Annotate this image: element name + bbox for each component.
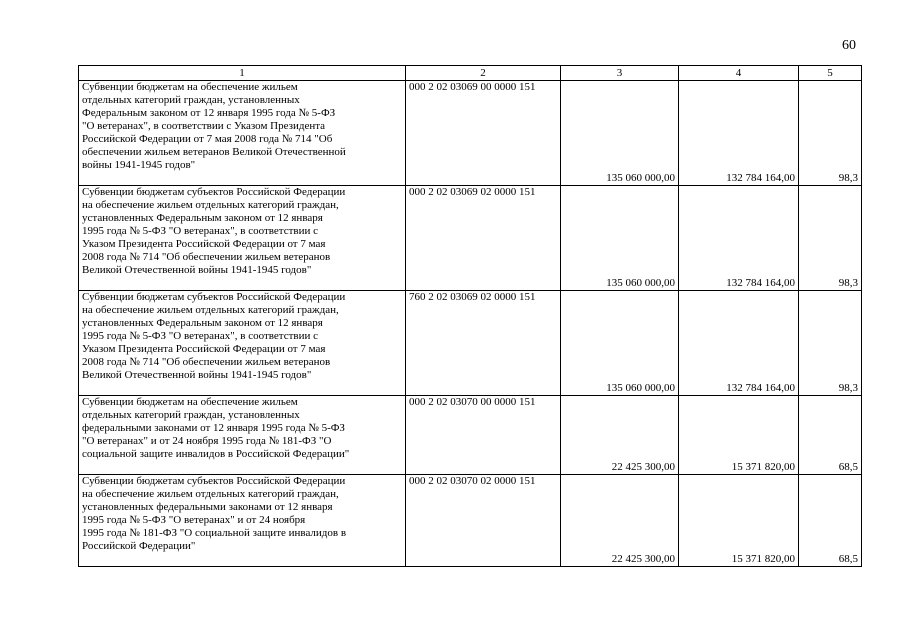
row-actual-amount: 132 784 164,00 — [679, 291, 799, 396]
column-header: 4 — [679, 66, 799, 81]
table-row — [79, 186, 862, 291]
row-description: Субвенции бюджетам на обеспечение жильем отдельных категорий граждан, установленных федеральными законами от 12 января 1995 года № 5-ФЗ "О ветеранах" и от 24 ноября 1995 года № 181-ФЗ "О социальной защите инвалидов в Российской Федерации" — [79, 396, 406, 475]
row-code: 000 2 02 03069 00 0000 151 — [406, 81, 561, 186]
table-header-row — [79, 66, 862, 81]
row-percent: 68,5 — [799, 396, 862, 475]
row-description: Субвенции бюджетам субъектов Российской Федерации на обеспечение жильем отдельных категорий граждан, установленных Федеральным законом от 12 января 1995 года № 5-ФЗ "О ветеранах", в соответствии с Указом Президента Российской Федерации от 7 мая 2008 года № 714 "Об обеспечении жильем ветеранов Великой Отечественной войны 1941-1945 годов" — [79, 291, 406, 396]
row-description: Субвенции бюджетам субъектов Российской Федерации на обеспечение жильем отдельных категорий граждан, установленных Федеральным законом от 12 января 1995 года № 5-ФЗ "О ветеранах", в соответствии с Указом Президента Российской Федерации от 7 мая 2008 года № 714 "Об обеспечении жильем ветеранов Великой Отечественной войны 1941-1945 годов" — [79, 186, 406, 291]
row-plan-amount: 135 060 000,00 — [561, 291, 679, 396]
row-actual-amount: 15 371 820,00 — [679, 475, 799, 567]
row-description: Субвенции бюджетам субъектов Российской Федерации на обеспечение жильем отдельных категорий граждан, установленных федеральными законами от 12 января 1995 года № 5-ФЗ "О ветеранах" и от 24 ноября 1995 года № 181-ФЗ "О социальной защите инвалидов в Российской Федерации" — [79, 475, 406, 567]
budget-table — [78, 65, 862, 567]
table-row — [79, 475, 862, 567]
column-header: 5 — [799, 66, 862, 81]
row-plan-amount: 135 060 000,00 — [561, 186, 679, 291]
row-percent: 98,3 — [799, 81, 862, 186]
column-header: 2 — [406, 66, 561, 81]
row-percent: 68,5 — [799, 475, 862, 567]
row-code: 000 2 02 03070 02 0000 151 — [406, 475, 561, 567]
row-plan-amount: 22 425 300,00 — [561, 475, 679, 567]
row-plan-amount: 135 060 000,00 — [561, 81, 679, 186]
row-actual-amount: 132 784 164,00 — [679, 81, 799, 186]
table-row — [79, 291, 862, 396]
row-code: 000 2 02 03070 00 0000 151 — [406, 396, 561, 475]
table-row — [79, 81, 862, 186]
row-code: 760 2 02 03069 02 0000 151 — [406, 291, 561, 396]
table-row — [79, 396, 862, 475]
row-actual-amount: 132 784 164,00 — [679, 186, 799, 291]
column-header: 3 — [561, 66, 679, 81]
row-description: Субвенции бюджетам на обеспечение жильем отдельных категорий граждан, установленных Федеральным законом от 12 января 1995 года № 5-ФЗ "О ветеранах", в соответствии с Указом Президента Российской Федерации от 7 мая 2008 года № 714 "Об обеспечении жильем ветеранов Великой Отечественной войны 1941-1945 годов" — [79, 81, 406, 186]
column-header: 1 — [79, 66, 406, 81]
row-code: 000 2 02 03069 02 0000 151 — [406, 186, 561, 291]
row-plan-amount: 22 425 300,00 — [561, 396, 679, 475]
row-actual-amount: 15 371 820,00 — [679, 396, 799, 475]
page-number: 60 — [842, 38, 856, 53]
row-percent: 98,3 — [799, 186, 862, 291]
row-percent: 98,3 — [799, 291, 862, 396]
